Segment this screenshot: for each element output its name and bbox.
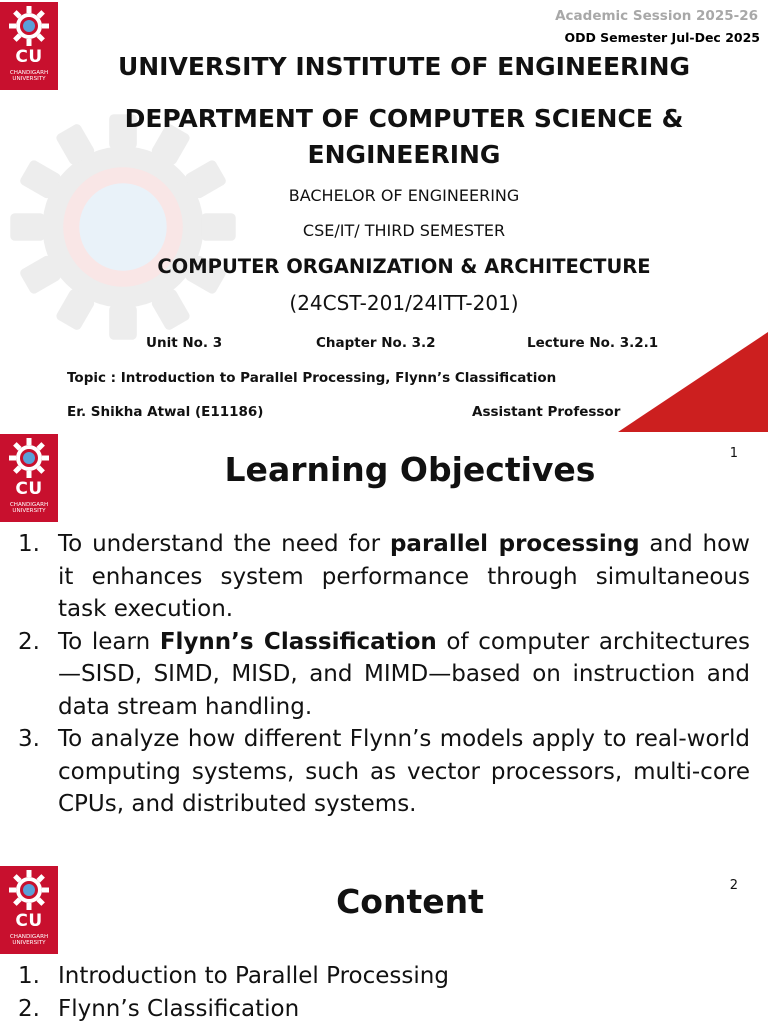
logo-mark: CU xyxy=(15,479,43,499)
item-text: To learn Flynn’s Classification of computer architectures—SISD, SIMD, MISD, and MIMD—based on instruction and data stream handling. xyxy=(58,628,750,720)
learning-objectives-slide xyxy=(0,432,768,864)
academic-session: Academic Session 2025-26 xyxy=(555,8,758,24)
item-number: 1. xyxy=(18,963,40,989)
page-number: 2 xyxy=(729,878,738,893)
department-heading: DEPARTMENT OF COMPUTER SCIENCE & ENGINEERING xyxy=(124,104,684,169)
emblem-icon xyxy=(4,436,54,480)
course-code: (24CST-201/24ITT-201) xyxy=(289,291,519,315)
list-item xyxy=(0,723,768,821)
item-text: To analyze how different Flynn’s models apply to real-world computing systems, such as vector processors, multi-core CPUs, and distributed systems. xyxy=(58,726,750,817)
semester-info: CSE/IT/ THIRD SEMESTER xyxy=(302,221,506,240)
university-logo xyxy=(0,434,58,522)
item-number: 3. xyxy=(18,726,40,752)
item-text: To understand the need for parallel processing and how it enhances system performance through simultaneous task execution. xyxy=(58,531,750,622)
logo-mark: CU xyxy=(15,911,43,931)
item-number: 1. xyxy=(18,531,40,557)
logo-name: CHANDIGARH UNIVERSITY xyxy=(9,934,49,947)
item-number: 2. xyxy=(18,628,40,655)
content-slide xyxy=(0,864,768,1024)
logo-name: CHANDIGARH UNIVERSITY xyxy=(9,70,49,83)
item-text: Introduction to Parallel Processing xyxy=(58,963,449,989)
slide-title: Content xyxy=(336,882,484,921)
university-logo xyxy=(0,2,58,90)
list-item xyxy=(0,960,768,993)
institute-heading: UNIVERSITY INSTITUTE OF ENGINEERING xyxy=(117,52,691,81)
emblem-icon xyxy=(4,4,54,48)
semester-period: ODD Semester Jul-Dec 2025 xyxy=(564,30,760,45)
logo-name: CHANDIGARH UNIVERSITY xyxy=(9,502,49,515)
list-item xyxy=(0,626,768,724)
chapter-number: Chapter No. 3.2 xyxy=(316,335,436,351)
corner-triangle-decoration xyxy=(618,332,768,432)
faculty-name: Er. Shikha Atwal (E11186) xyxy=(67,404,264,420)
lecture-number: Lecture No. 3.2.1 xyxy=(527,335,659,351)
title-slide xyxy=(0,0,768,432)
unit-number: Unit No. 3 xyxy=(146,335,223,351)
page-number: 1 xyxy=(729,446,738,461)
list-item xyxy=(0,528,768,626)
slide-title: Learning Objectives xyxy=(224,450,596,489)
item-text: Flynn’s Classification xyxy=(58,995,300,1022)
item-number: 2. xyxy=(18,995,40,1022)
list-item xyxy=(0,993,768,1024)
content-list xyxy=(0,960,768,1024)
emblem-icon xyxy=(4,868,54,912)
objectives-list xyxy=(0,528,768,821)
course-title: COMPUTER ORGANIZATION & ARCHITECTURE xyxy=(157,255,651,278)
university-logo xyxy=(0,866,58,954)
logo-mark: CU xyxy=(15,47,43,67)
faculty-designation: Assistant Professor xyxy=(472,404,621,420)
lecture-topic: Topic : Introduction to Parallel Processing, Flynn’s Classification xyxy=(67,370,557,386)
degree-name: BACHELOR OF ENGINEERING xyxy=(288,186,520,205)
